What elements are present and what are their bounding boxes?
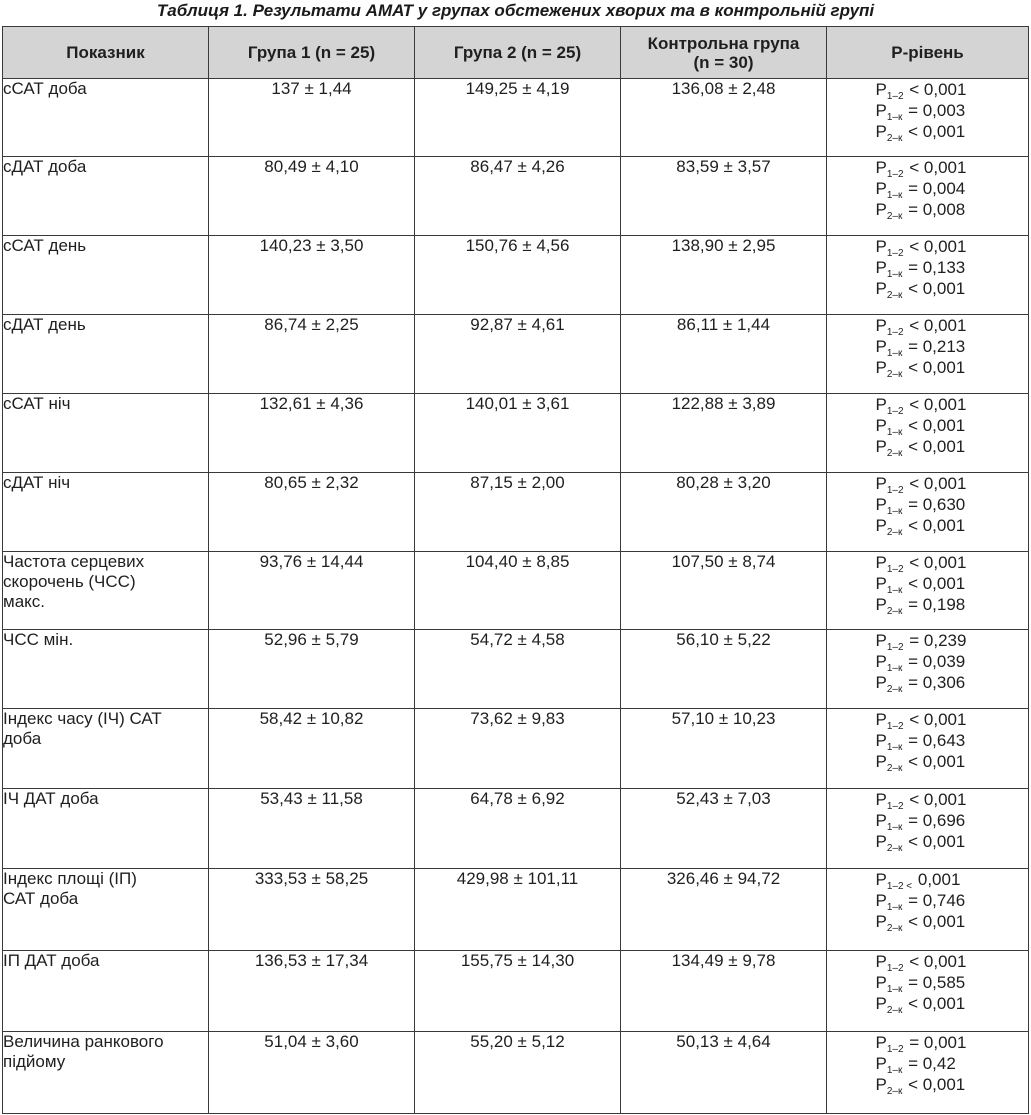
p-symbol: P: [875, 358, 887, 377]
p-comparison: 1–2: [886, 564, 904, 575]
indicator-line: Індекс площі (ІП): [3, 869, 137, 888]
p-comparison: 1–к: [886, 427, 903, 438]
indicator-line: доба: [3, 729, 42, 748]
p-symbol: P: [875, 553, 887, 572]
cell-control-group: 83,59 ± 3,57: [621, 157, 827, 236]
p-value-line: [876, 911, 980, 932]
p-value: < 0,001: [903, 912, 966, 931]
p-comparison: 2–к: [886, 843, 903, 854]
table-row: [3, 157, 1029, 236]
p-value: < 0,001: [903, 437, 966, 456]
p-value: = 0,008: [903, 200, 966, 219]
p-symbol: P: [875, 832, 887, 851]
p-symbol: P: [875, 811, 887, 830]
p-value-line: [876, 415, 980, 436]
p-comparison: 1–2: [886, 248, 904, 259]
indicator-line: САТ доба: [3, 889, 79, 908]
cell-group-1: 140,23 ± 3,50: [209, 236, 415, 315]
p-value: < 0,001: [904, 316, 967, 335]
p-value: = 0,239: [904, 631, 967, 650]
cell-group-2: 54,72 ± 4,58: [415, 630, 621, 709]
p-value-line: [876, 121, 980, 142]
cell-control-group: 136,08 ± 2,48: [621, 79, 827, 157]
p-value: = 0,198: [903, 595, 966, 614]
cell-group-1: 52,96 ± 5,79: [209, 630, 415, 709]
p-value-line: [876, 100, 980, 121]
cell-p-level: [827, 869, 1029, 951]
p-values: [876, 79, 980, 142]
p-comparison: 1–к: [886, 902, 903, 913]
p-value: < 0,001: [903, 752, 966, 771]
p-value-line: [876, 257, 980, 278]
cell-indicator: [3, 869, 209, 951]
indicator-line: Індекс часу (ІЧ) САТ: [3, 709, 162, 728]
p-comparison: 1–2: [886, 642, 904, 653]
p-comparison: 1–2: [886, 406, 904, 417]
p-values: [876, 394, 980, 457]
table-row: [3, 709, 1029, 789]
p-value-line: [876, 810, 980, 831]
p-value-line: [876, 79, 980, 100]
p-comparison: 2–к: [886, 763, 903, 774]
p-symbol: P: [875, 158, 887, 177]
p-comparison: 1–2: [886, 963, 904, 974]
p-comparison: 2–к: [886, 923, 903, 934]
cell-p-level: [827, 709, 1029, 789]
cell-indicator: [3, 789, 209, 869]
indicator-line: ІП ДАТ доба: [3, 951, 100, 970]
indicator-line: макс.: [3, 592, 45, 611]
p-comparison: 1–к: [886, 1065, 903, 1076]
p-value: < 0,001: [903, 358, 966, 377]
p-value: < 0,001: [904, 952, 967, 971]
table-row: [3, 951, 1029, 1032]
cell-indicator: [3, 236, 209, 315]
p-comparison: 1–2: [886, 721, 904, 732]
indicator-line: Величина ранкового: [3, 1032, 164, 1051]
p-value-line: [876, 789, 980, 810]
cell-indicator: [3, 552, 209, 630]
p-symbol: P: [875, 912, 887, 931]
p-symbol: P: [875, 752, 887, 771]
p-symbol: P: [875, 574, 887, 593]
p-comparison: 1–к: [886, 742, 903, 753]
cell-indicator: [3, 394, 209, 473]
p-value: = 0,630: [903, 495, 966, 514]
cell-group-1: 80,65 ± 2,32: [209, 473, 415, 552]
p-value-line: [876, 336, 980, 357]
cell-p-level: [827, 951, 1029, 1032]
p-value: < 0,001: [904, 474, 967, 493]
p-value-line: [876, 951, 980, 972]
indicator-line: підйому: [3, 1052, 66, 1071]
results-table: [2, 26, 1029, 1114]
cell-group-2: 155,75 ± 14,30: [415, 951, 621, 1032]
p-comparison: 2–к: [886, 448, 903, 459]
cell-indicator: [3, 157, 209, 236]
cell-group-1: 80,49 ± 4,10: [209, 157, 415, 236]
p-values: [876, 236, 980, 299]
p-comparison: 1–2: [886, 485, 904, 496]
p-value-line: [876, 751, 980, 772]
cell-indicator: [3, 951, 209, 1032]
cell-group-2: 86,47 ± 4,26: [415, 157, 621, 236]
p-value: < 0,001: [903, 574, 966, 593]
p-value: = 0,585: [903, 973, 966, 992]
p-values: [876, 709, 980, 772]
cell-control-group: 107,50 ± 8,74: [621, 552, 827, 630]
cell-p-level: [827, 630, 1029, 709]
table-row: [3, 789, 1029, 869]
p-values: [876, 315, 980, 378]
cell-control-group: 56,10 ± 5,22: [621, 630, 827, 709]
p-symbol: P: [875, 673, 887, 692]
table-row: [3, 869, 1029, 951]
p-symbol: P: [875, 790, 887, 809]
cell-indicator: [3, 315, 209, 394]
p-value-line: [876, 993, 980, 1014]
p-value: < 0,001: [903, 279, 966, 298]
p-value-line: [876, 890, 980, 911]
p-value: < 0,001: [904, 790, 967, 809]
p-comparison: 2–к: [886, 684, 903, 695]
p-value: = 0,004: [903, 179, 966, 198]
indicator-line: сДАТ ніч: [3, 473, 71, 492]
header-indicator: Показник: [3, 27, 209, 79]
p-symbol: P: [875, 337, 887, 356]
cell-group-1: 51,04 ± 3,60: [209, 1032, 415, 1114]
cell-control-group: 57,10 ± 10,23: [621, 709, 827, 789]
p-value: 0,001: [913, 870, 961, 889]
indicator-line: сСАТ ніч: [3, 394, 71, 413]
table-body: [3, 79, 1029, 1114]
p-value: < 0,001: [903, 416, 966, 435]
indicator-line: ЧСС мін.: [3, 630, 74, 649]
p-value: < 0,001: [904, 237, 967, 256]
cell-group-1: 137 ± 1,44: [209, 79, 415, 157]
p-comparison: 1–2: [886, 91, 904, 102]
p-value-line: [876, 573, 980, 594]
p-comparison: 1–2: [886, 169, 904, 180]
p-value: = 0,306: [903, 673, 966, 692]
header-control-group: [621, 27, 827, 79]
header-control-line-1: Контрольна група: [647, 33, 800, 53]
p-value: < 0,001: [904, 553, 967, 572]
cell-control-group: 86,11 ± 1,44: [621, 315, 827, 394]
p-value: = 0,746: [903, 891, 966, 910]
p-value: < 0,001: [903, 994, 966, 1013]
header-row: [3, 27, 1029, 79]
p-comparison: 1–2: [886, 327, 904, 338]
p-value: < 0,001: [903, 1075, 966, 1094]
cell-p-level: [827, 157, 1029, 236]
p-comparison: 1–к: [886, 269, 903, 280]
p-value: = 0,001: [904, 1033, 967, 1052]
p-value-line: [876, 1053, 980, 1074]
indicator-line: ІЧ ДАТ доба: [3, 789, 99, 808]
p-symbol: P: [875, 179, 887, 198]
p-comparison: 1–2: [886, 1044, 904, 1055]
p-values: [876, 789, 980, 852]
p-value-line: [876, 178, 980, 199]
p-symbol: P: [875, 973, 887, 992]
cell-p-level: [827, 789, 1029, 869]
p-value-line: [876, 672, 980, 693]
p-value: < 0,001: [904, 158, 967, 177]
p-comparison: 2–к: [886, 1005, 903, 1016]
p-symbol: P: [875, 1033, 887, 1052]
p-symbol: P: [875, 731, 887, 750]
p-symbol: P: [875, 652, 887, 671]
p-value-line: [876, 831, 980, 852]
table-row: [3, 236, 1029, 315]
cell-group-2: 87,15 ± 2,00: [415, 473, 621, 552]
cell-group-1: 86,74 ± 2,25: [209, 315, 415, 394]
p-symbol: P: [875, 258, 887, 277]
p-symbol: P: [875, 495, 887, 514]
p-comparison: 1–2: [886, 801, 904, 812]
p-symbol: P: [875, 994, 887, 1013]
p-value-line: [876, 473, 980, 494]
p-value: < 0,001: [904, 80, 967, 99]
p-value: < 0,001: [903, 832, 966, 851]
cell-group-1: 333,53 ± 58,25: [209, 869, 415, 951]
p-value-line: [876, 315, 980, 336]
p-value-line: [876, 594, 980, 615]
p-value-line: [876, 494, 980, 515]
p-value-line: [876, 1032, 980, 1053]
p-value: = 0,696: [903, 811, 966, 830]
cell-indicator: [3, 1032, 209, 1114]
p-values: [876, 630, 980, 693]
p-value: < 0,001: [904, 395, 967, 414]
cell-control-group: 122,88 ± 3,89: [621, 394, 827, 473]
p-symbol: P: [875, 122, 887, 141]
header-group-2: Група 2 (n = 25): [415, 27, 621, 79]
p-symbol: P: [875, 516, 887, 535]
cell-control-group: 138,90 ± 2,95: [621, 236, 827, 315]
p-value-line: [876, 709, 980, 730]
cell-group-2: 92,87 ± 4,61: [415, 315, 621, 394]
table-row: [3, 630, 1029, 709]
header-p-level: Р-рівень: [827, 27, 1029, 79]
p-symbol: P: [875, 237, 887, 256]
p-comparison: 2–к: [886, 290, 903, 301]
p-comparison: 2–к: [886, 133, 903, 144]
cell-group-2: 64,78 ± 6,92: [415, 789, 621, 869]
indicator-line: сСАТ день: [3, 236, 87, 255]
cell-p-level: [827, 236, 1029, 315]
table-row: [3, 315, 1029, 394]
cell-indicator: [3, 79, 209, 157]
p-comparison: 1–2 <: [886, 881, 913, 892]
p-comparison: 2–к: [886, 211, 903, 222]
p-values: [876, 552, 980, 615]
p-value-line: [876, 278, 980, 299]
p-symbol: P: [875, 710, 887, 729]
p-symbol: P: [875, 279, 887, 298]
cell-group-1: 136,53 ± 17,34: [209, 951, 415, 1032]
p-symbol: P: [875, 595, 887, 614]
table-row: [3, 473, 1029, 552]
p-comparison: 1–к: [886, 506, 903, 517]
p-comparison: 1–к: [886, 663, 903, 674]
p-value: = 0,643: [903, 731, 966, 750]
p-value: < 0,001: [903, 122, 966, 141]
p-comparison: 2–к: [886, 1086, 903, 1097]
p-value: < 0,001: [903, 516, 966, 535]
p-symbol: P: [875, 395, 887, 414]
p-value-line: [876, 552, 980, 573]
p-value: = 0,42: [903, 1054, 956, 1073]
table-row: [3, 394, 1029, 473]
p-value-line: [876, 436, 980, 457]
p-values: [876, 157, 980, 220]
p-value-line: [876, 869, 980, 890]
p-value-line: [876, 199, 980, 220]
cell-indicator: [3, 709, 209, 789]
p-comparison: 1–к: [886, 984, 903, 995]
cell-p-level: [827, 1032, 1029, 1114]
p-value-line: [876, 515, 980, 536]
cell-group-2: 73,62 ± 9,83: [415, 709, 621, 789]
p-value: = 0,133: [903, 258, 966, 277]
cell-group-1: 93,76 ± 14,44: [209, 552, 415, 630]
cell-group-1: 53,43 ± 11,58: [209, 789, 415, 869]
indicator-line: Частота серцевих: [3, 552, 145, 571]
p-value-line: [876, 1074, 980, 1095]
p-comparison: 1–к: [886, 822, 903, 833]
p-value-line: [876, 630, 980, 651]
p-symbol: P: [875, 1075, 887, 1094]
header-group-1: Група 1 (n = 25): [209, 27, 415, 79]
p-value-line: [876, 157, 980, 178]
p-symbol: P: [875, 316, 887, 335]
cell-control-group: 326,46 ± 94,72: [621, 869, 827, 951]
table-row: [3, 552, 1029, 630]
cell-p-level: [827, 315, 1029, 394]
p-symbol: P: [875, 870, 887, 889]
indicator-line: сДАТ день: [3, 315, 86, 334]
p-comparison: 1–к: [886, 190, 903, 201]
indicator-line: сДАТ доба: [3, 157, 87, 176]
p-value-line: [876, 394, 980, 415]
cell-control-group: 50,13 ± 4,64: [621, 1032, 827, 1114]
p-symbol: P: [875, 101, 887, 120]
p-values: [876, 1032, 980, 1095]
cell-control-group: 134,49 ± 9,78: [621, 951, 827, 1032]
p-value-line: [876, 730, 980, 751]
table-header: [3, 27, 1029, 79]
p-value: = 0,039: [903, 652, 966, 671]
p-comparison: 2–к: [886, 606, 903, 617]
p-symbol: P: [875, 416, 887, 435]
cell-p-level: [827, 552, 1029, 630]
cell-group-2: 149,25 ± 4,19: [415, 79, 621, 157]
p-symbol: P: [875, 1054, 887, 1073]
p-value: = 0,003: [903, 101, 966, 120]
p-values: [876, 951, 980, 1014]
cell-p-level: [827, 394, 1029, 473]
cell-group-1: 58,42 ± 10,82: [209, 709, 415, 789]
p-value: < 0,001: [904, 710, 967, 729]
p-symbol: P: [875, 891, 887, 910]
cell-group-2: 150,76 ± 4,56: [415, 236, 621, 315]
p-comparison: 2–к: [886, 369, 903, 380]
table-row: [3, 79, 1029, 157]
cell-group-2: 104,40 ± 8,85: [415, 552, 621, 630]
indicator-line: сСАТ доба: [3, 79, 87, 98]
p-symbol: P: [875, 474, 887, 493]
cell-p-level: [827, 79, 1029, 157]
p-comparison: 1–к: [886, 585, 903, 596]
cell-indicator: [3, 630, 209, 709]
header-control-line-2: (n = 30): [693, 52, 754, 72]
cell-group-2: 140,01 ± 3,61: [415, 394, 621, 473]
cell-indicator: [3, 473, 209, 552]
cell-group-1: 132,61 ± 4,36: [209, 394, 415, 473]
p-values: [876, 869, 980, 932]
p-symbol: P: [875, 200, 887, 219]
p-value: = 0,213: [903, 337, 966, 356]
table-row: [3, 1032, 1029, 1114]
cell-group-2: 55,20 ± 5,12: [415, 1032, 621, 1114]
p-comparison: 1–к: [886, 348, 903, 359]
p-values: [876, 473, 980, 536]
cell-group-2: 429,98 ± 101,11: [415, 869, 621, 951]
table-caption: Таблиця 1. Результати АМАТ у групах обстежених хворих та в контрольній групі: [156, 1, 875, 20]
cell-p-level: [827, 473, 1029, 552]
p-value-line: [876, 357, 980, 378]
p-comparison: 2–к: [886, 527, 903, 538]
p-value-line: [876, 972, 980, 993]
p-value-line: [876, 236, 980, 257]
cell-control-group: 52,43 ± 7,03: [621, 789, 827, 869]
cell-control-group: 80,28 ± 3,20: [621, 473, 827, 552]
p-symbol: P: [875, 80, 887, 99]
p-value-line: [876, 651, 980, 672]
p-symbol: P: [875, 631, 887, 650]
p-symbol: P: [875, 437, 887, 456]
indicator-line: скорочень (ЧСС): [3, 572, 136, 591]
p-comparison: 1–к: [886, 112, 903, 123]
p-symbol: P: [875, 952, 887, 971]
